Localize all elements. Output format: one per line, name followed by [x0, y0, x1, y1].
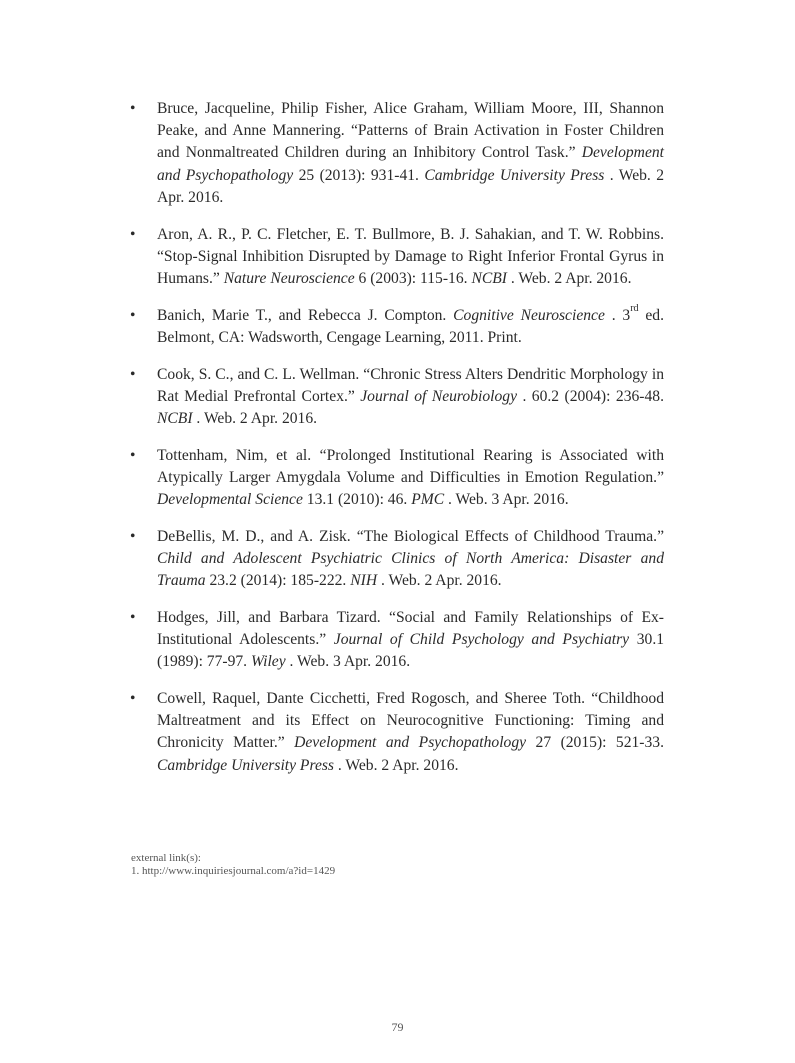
reference-list — [130, 98, 664, 791]
reference-text: . Web. 3 Apr. 2016. — [285, 653, 411, 671]
reference-item — [130, 445, 664, 512]
reference-text: . Web. 3 Apr. 2016. — [444, 491, 569, 509]
reference-text: 23.2 (2014): 185-222. — [205, 572, 351, 590]
external-link[interactable]: 1. http://www.inquiriesjournal.com/a?id=1429 — [131, 865, 336, 877]
bullet-icon: • — [130, 527, 136, 545]
reference-text: . Web. 2 Apr. 2016. — [192, 409, 318, 427]
reference-text: ed. Belmont, CA: Wadsworth, Cengage Learning, 2011. Print. — [157, 306, 664, 346]
journal-title: Development and Psychopathology — [294, 734, 527, 752]
reference-text: . Web. 2 Apr. 2016. — [377, 572, 502, 590]
bullet-icon: • — [130, 100, 136, 117]
reference-item — [130, 98, 664, 209]
reference-text: Cowell, Raquel, Dante Cicchetti, Fred Rogosch, and Sheree Toth. “Childhood Maltreatment and its Effect on Neurocognitive Functioning: Timing and Chronicity Matter.” — [157, 689, 664, 752]
reference-text: . Web. 2 Apr. 2016. — [157, 166, 665, 206]
bullet-icon: • — [130, 365, 136, 383]
database-name: Cambridge University Press — [157, 756, 334, 774]
reference-item — [130, 224, 664, 291]
database-name: Wiley — [250, 653, 286, 671]
reference-text: Banich, Marie T., and Rebecca J. Compton. — [157, 306, 454, 324]
reference-text: Tottenham, Nim, et al. “Prolonged Institutional Rearing is Associated with Atypically Larger Amygdala Volume and Difficulties in Emotion Regulation.” — [157, 446, 664, 486]
reference-text: 6 (2003): 115-16. — [354, 269, 472, 287]
database-name: NIH — [350, 572, 378, 590]
external-links — [131, 852, 335, 878]
superscript: rd — [630, 303, 639, 315]
reference-item — [130, 305, 664, 349]
database-name: PMC — [411, 491, 445, 509]
reference-text: . 3 — [604, 306, 631, 324]
reference-text: Hodges, Jill, and Barbara Tizard. “Social and Family Relationships of Ex-Institutional Adolescents.” — [157, 608, 664, 649]
journal-title: Journal of Child Psychology and Psychiatry — [333, 631, 630, 649]
reference-text: . Web. 2 Apr. 2016. — [334, 756, 459, 774]
external-links-heading: external link(s): — [131, 852, 201, 864]
bullet-icon: • — [130, 306, 136, 324]
journal-title: Journal of Neurobiology — [360, 387, 517, 405]
database-name: NCBI — [157, 409, 193, 427]
reference-item — [130, 364, 664, 431]
reference-item — [130, 688, 664, 777]
reference-text: 13.1 (2010): 46. — [302, 491, 412, 509]
reference-text: DeBellis, M. D., and A. Zisk. “The Biological Effects of Childhood Trauma.” — [157, 527, 664, 545]
reference-text: Aron, A. R., P. C. Fletcher, E. T. Bullmore, B. J. Sahakian, and T. W. Robbins. “Stop-Signal Inhibition Disrupted by Damage to Right Inferior Frontal Gyrus in Humans.” — [157, 225, 664, 287]
reference-text: 25 (2013): 931-41. — [293, 166, 425, 184]
bullet-icon: • — [130, 446, 136, 464]
reference-item — [130, 607, 664, 674]
journal-title: Developmental Science — [157, 491, 303, 509]
reference-text: . 60.2 (2004): 236-48. — [517, 387, 664, 405]
reference-text: 27 (2015): 521-33. — [526, 734, 664, 752]
journal-title: Nature Neuroscience — [223, 269, 355, 287]
bullet-icon: • — [130, 608, 136, 626]
journal-title: Child and Adolescent Psychiatric Clinics of North America: Disaster and Trauma — [157, 549, 664, 590]
database-name: NCBI — [471, 269, 507, 287]
journal-title: Development and Psychopathology — [157, 144, 664, 184]
reference-text: Bruce, Jacqueline, Philip Fisher, Alice Graham, William Moore, III, Shannon Peake, and Anne Mannering. “Patterns of Brain Activation in Foster Children and Nonmaltreated Children during an Inhibitory Control Task.” — [157, 100, 664, 162]
database-name: Cambridge University Press — [424, 166, 605, 184]
reference-text: . Web. 2 Apr. 2016. — [506, 269, 632, 287]
page-number: 79 — [391, 1020, 404, 1034]
bullet-icon: • — [130, 689, 136, 707]
bullet-icon: • — [130, 225, 136, 243]
reference-text: 30.1 (1989): 77-97. — [157, 631, 665, 671]
reference-text: Cook, S. C., and C. L. Wellman. “Chronic Stress Alters Dendritic Morphology in Rat Medial Prefrontal Cortex.” — [157, 365, 664, 405]
journal-title: Cognitive Neuroscience — [453, 306, 605, 324]
reference-item — [130, 526, 664, 593]
